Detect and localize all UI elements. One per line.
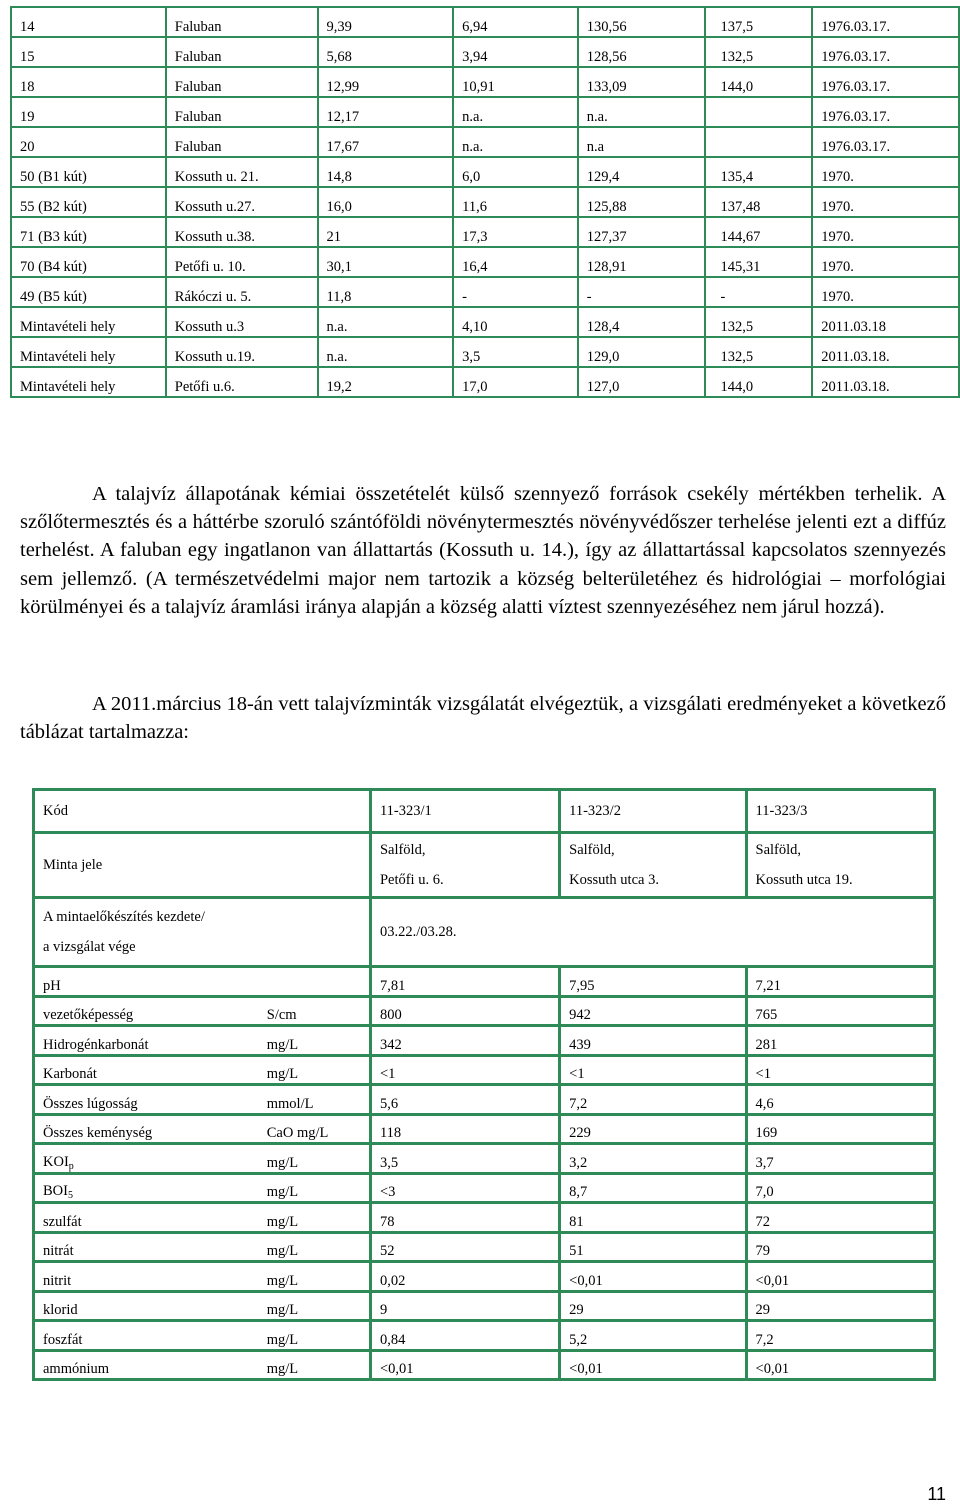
- table-cell: Mintavételi hely: [11, 307, 166, 337]
- table-cell: 12,99: [318, 67, 454, 97]
- table-row: [34, 996, 935, 1026]
- parameter-name: klorid: [34, 1291, 259, 1321]
- parameter-unit: mg/L: [259, 1203, 371, 1233]
- value-cell: <1: [560, 1055, 746, 1085]
- table-cell: 1976.03.17.: [812, 97, 959, 127]
- table-cell: n.a.: [453, 127, 578, 157]
- table-cell: 16,4: [453, 247, 578, 277]
- table-row: [34, 967, 935, 997]
- parameter-unit: mmol/L: [259, 1085, 371, 1115]
- table-cell: 14,8: [318, 157, 454, 187]
- parameter-name: Hidrogénkarbonát: [34, 1026, 259, 1056]
- table-row: [11, 157, 959, 187]
- value-cell: 765: [746, 996, 934, 1026]
- table-row: [11, 97, 959, 127]
- value-cell: 7,81: [370, 967, 559, 997]
- table-cell: 50 (B1 kút): [11, 157, 166, 187]
- parameter-name: vezetőképesség: [34, 996, 259, 1026]
- table-cell: n.a.: [318, 307, 454, 337]
- table-cell: 21: [318, 217, 454, 247]
- table-cell: Mintavételi hely: [11, 337, 166, 367]
- value-cell: <1: [370, 1055, 559, 1085]
- table-cell: 71 (B3 kút): [11, 217, 166, 247]
- table-cell: Kossuth u.19.: [166, 337, 318, 367]
- parameter-name: nitrát: [34, 1232, 259, 1262]
- table-cell: 128,91: [578, 247, 706, 277]
- parameter-name: ammónium: [34, 1350, 259, 1380]
- paragraph-2: A 2011.március 18-án vett talajvízminták vizsgálatát elvégeztük, a vizsgálati eredményeket a következő táblázat tartalmazza:: [20, 693, 946, 744]
- value-cell: 169: [746, 1114, 934, 1144]
- table-cell: 132,5: [705, 37, 812, 67]
- table-row: [11, 277, 959, 307]
- table-cell: 6,94: [453, 7, 578, 37]
- prep-label: A mintaelőkészítés kezdete/ a vizsgálat vége: [34, 898, 371, 967]
- table-row: [11, 67, 959, 97]
- table-cell: 3,5: [453, 337, 578, 367]
- table-cell: Kossuth u. 21.: [166, 157, 318, 187]
- value-cell: 81: [560, 1203, 746, 1233]
- table-row: [34, 1026, 935, 1056]
- page-number: 11: [927, 1484, 946, 1504]
- table-row: [11, 367, 959, 397]
- parameter-name: Összes keménység: [34, 1114, 259, 1144]
- table-row: [34, 1055, 935, 1085]
- value-cell: <0,01: [746, 1350, 934, 1380]
- table-cell: Petőfi u. 10.: [166, 247, 318, 277]
- value-cell: 3,5: [370, 1144, 559, 1174]
- table-cell: 129,0: [578, 337, 706, 367]
- parameter-unit: CaO mg/L: [259, 1114, 371, 1144]
- value-cell: 0,84: [370, 1321, 559, 1351]
- table-cell: 127,0: [578, 367, 706, 397]
- parameter-unit: mg/L: [259, 1291, 371, 1321]
- table-row-sample: [34, 833, 935, 898]
- table-cell: 6,0: [453, 157, 578, 187]
- table-cell: 130,56: [578, 7, 706, 37]
- value-cell: <0,01: [560, 1262, 746, 1292]
- table-cell: n.a.: [318, 337, 454, 367]
- table-cell: 1976.03.17.: [812, 37, 959, 67]
- parameter-unit: mg/L: [259, 1173, 371, 1203]
- table-row: [34, 1173, 935, 1203]
- table-cell: 2011.03.18.: [812, 367, 959, 397]
- table-cell: 135,4: [705, 157, 812, 187]
- table-row: [11, 187, 959, 217]
- code-cell: 11-323/3: [746, 790, 934, 833]
- parameter-name: foszfát: [34, 1321, 259, 1351]
- table-cell: 19: [11, 97, 166, 127]
- value-cell: 9: [370, 1291, 559, 1321]
- table-row: [11, 337, 959, 367]
- table-row: [11, 7, 959, 37]
- table-cell: 17,0: [453, 367, 578, 397]
- table-cell: 10,91: [453, 67, 578, 97]
- value-cell: 79: [746, 1232, 934, 1262]
- value-cell: 4,6: [746, 1085, 934, 1115]
- table-row: [11, 247, 959, 277]
- table-cell: Kossuth u.38.: [166, 217, 318, 247]
- table-cell: -: [705, 277, 812, 307]
- table-cell: 1970.: [812, 187, 959, 217]
- parameter-name: szulfát: [34, 1203, 259, 1233]
- table-cell: 70 (B4 kút): [11, 247, 166, 277]
- table-row: [34, 1203, 935, 1233]
- table-cell: 1970.: [812, 157, 959, 187]
- table-cell: Rákóczi u. 5.: [166, 277, 318, 307]
- table-row: [34, 1262, 935, 1292]
- table-cell: 125,88: [578, 187, 706, 217]
- table-cell: Faluban: [166, 127, 318, 157]
- wells-table: [10, 6, 960, 398]
- prep-value: 03.22./03.28.: [370, 898, 934, 967]
- table-cell: 1970.: [812, 217, 959, 247]
- value-cell: 29: [746, 1291, 934, 1321]
- table-row: [34, 1114, 935, 1144]
- table-row: [34, 1321, 935, 1351]
- value-cell: 0,02: [370, 1262, 559, 1292]
- table-cell: 11,8: [318, 277, 454, 307]
- table-cell: 49 (B5 kút): [11, 277, 166, 307]
- table-row-prep: [34, 898, 935, 967]
- table-cell: Faluban: [166, 67, 318, 97]
- table-row: [34, 1232, 935, 1262]
- value-cell: 281: [746, 1026, 934, 1056]
- value-cell: 7,95: [560, 967, 746, 997]
- table-cell: 5,68: [318, 37, 454, 67]
- table-cell: 4,10: [453, 307, 578, 337]
- value-cell: <1: [746, 1055, 934, 1085]
- table-cell: 127,37: [578, 217, 706, 247]
- table-row: [11, 307, 959, 337]
- value-cell: 118: [370, 1114, 559, 1144]
- table-cell: -: [453, 277, 578, 307]
- value-cell: 7,2: [560, 1085, 746, 1115]
- table-row: [34, 1144, 935, 1174]
- sample-cell: Salföld, Kossuth utca 3.: [560, 833, 746, 898]
- value-cell: <0,01: [746, 1262, 934, 1292]
- table-row: [11, 127, 959, 157]
- table-cell: 15: [11, 37, 166, 67]
- paragraph-1: A talajvíz állapotának kémiai összetételét külső szennyező források csekély mértékben terhelik. A szőlőtermesztés és a háttérbe szoruló szántóföldi növénytermesztés növényvédőszer terhelése jelenti ezt a diffúz terhelést. A faluban egy ingatlanon van állattartás (Kossuth u. 14.), így az állattartással kapcsolatos szennyezés sem jellemző. (A természetvédelmi major nem tartozik a község belterületéhez és hidrológiai – morfológiai körülményei és a talajvíz áramlási iránya alapján a község alatti víztest szennyezéséhez nem járul hozzá).: [20, 483, 946, 618]
- code-cell: 11-323/1: [370, 790, 559, 833]
- table-cell: 144,0: [705, 367, 812, 397]
- table-cell: 18: [11, 67, 166, 97]
- code-label: Kód: [34, 790, 371, 833]
- table-cell: 3,94: [453, 37, 578, 67]
- parameter-name: nitrit: [34, 1262, 259, 1292]
- table-cell: 1970.: [812, 277, 959, 307]
- value-cell: 229: [560, 1114, 746, 1144]
- value-cell: <3: [370, 1173, 559, 1203]
- table-cell: 144,67: [705, 217, 812, 247]
- value-cell: <0,01: [560, 1350, 746, 1380]
- value-cell: 51: [560, 1232, 746, 1262]
- table-cell: [705, 97, 812, 127]
- value-cell: 3,2: [560, 1144, 746, 1174]
- table-row: [11, 217, 959, 247]
- table-cell: 12,17: [318, 97, 454, 127]
- table-cell: 17,3: [453, 217, 578, 247]
- value-cell: <0,01: [370, 1350, 559, 1380]
- table-cell: 128,4: [578, 307, 706, 337]
- table-cell: 30,1: [318, 247, 454, 277]
- parameter-unit: mg/L: [259, 1144, 371, 1174]
- table-cell: n.a.: [578, 97, 706, 127]
- table-cell: Kossuth u.27.: [166, 187, 318, 217]
- parameter-unit: mg/L: [259, 1055, 371, 1085]
- value-cell: 342: [370, 1026, 559, 1056]
- table-cell: 145,31: [705, 247, 812, 277]
- parameter-unit: S/cm: [259, 996, 371, 1026]
- table-cell: [705, 127, 812, 157]
- parameter-name: Karbonát: [34, 1055, 259, 1085]
- table-cell: Mintavételi hely: [11, 367, 166, 397]
- value-cell: 7,2: [746, 1321, 934, 1351]
- parameter-name: $KOI_p$: [34, 1144, 259, 1174]
- table-cell: 17,67: [318, 127, 454, 157]
- table-cell: 1976.03.17.: [812, 7, 959, 37]
- table-cell: 133,09: [578, 67, 706, 97]
- table-row-code: [34, 790, 935, 833]
- table-cell: 144,0: [705, 67, 812, 97]
- table-row: [34, 1085, 935, 1115]
- value-cell: 5,6: [370, 1085, 559, 1115]
- parameter-unit: mg/L: [259, 1026, 371, 1056]
- parameter-unit: mg/L: [259, 1262, 371, 1292]
- table-cell: 137,48: [705, 187, 812, 217]
- parameter-name: $BOI_5$: [34, 1173, 259, 1203]
- table-row: [34, 1350, 935, 1380]
- table-cell: -: [578, 277, 706, 307]
- table-cell: 132,5: [705, 337, 812, 367]
- table-cell: 55 (B2 kút): [11, 187, 166, 217]
- code-cell: 11-323/2: [560, 790, 746, 833]
- table-cell: 20: [11, 127, 166, 157]
- table-cell: 2011.03.18.: [812, 337, 959, 367]
- sample-cell: Salföld, Kossuth utca 19.: [746, 833, 934, 898]
- table-cell: Petőfi u.6.: [166, 367, 318, 397]
- value-cell: 7,0: [746, 1173, 934, 1203]
- parameter-name: Összes lúgosság: [34, 1085, 259, 1115]
- table-cell: 1976.03.17.: [812, 67, 959, 97]
- table-cell: n.a: [578, 127, 706, 157]
- analysis-table: [32, 788, 936, 1381]
- table-row: [11, 37, 959, 67]
- table-cell: 9,39: [318, 7, 454, 37]
- parameter-name: pH: [34, 967, 259, 997]
- table-cell: Faluban: [166, 7, 318, 37]
- table-cell: 137,5: [705, 7, 812, 37]
- table-cell: 11,6: [453, 187, 578, 217]
- table-cell: Faluban: [166, 97, 318, 127]
- sample-cell: Salföld, Petőfi u. 6.: [370, 833, 559, 898]
- value-cell: 72: [746, 1203, 934, 1233]
- parameter-unit: mg/L: [259, 1321, 371, 1351]
- value-cell: 52: [370, 1232, 559, 1262]
- value-cell: 5,2: [560, 1321, 746, 1351]
- table-cell: 132,5: [705, 307, 812, 337]
- table-cell: n.a.: [453, 97, 578, 127]
- value-cell: 800: [370, 996, 559, 1026]
- table-cell: 19,2: [318, 367, 454, 397]
- sample-label: Minta jele: [34, 833, 371, 898]
- table-cell: Faluban: [166, 37, 318, 67]
- value-cell: 439: [560, 1026, 746, 1056]
- parameter-unit: mg/L: [259, 1350, 371, 1380]
- value-cell: 78: [370, 1203, 559, 1233]
- table-cell: 1976.03.17.: [812, 127, 959, 157]
- value-cell: 29: [560, 1291, 746, 1321]
- table-cell: 14: [11, 7, 166, 37]
- table-cell: 1970.: [812, 247, 959, 277]
- value-cell: 3,7: [746, 1144, 934, 1174]
- table-cell: 129,4: [578, 157, 706, 187]
- table-cell: 128,56: [578, 37, 706, 67]
- value-cell: 8,7: [560, 1173, 746, 1203]
- value-cell: 942: [560, 996, 746, 1026]
- value-cell: 7,21: [746, 967, 934, 997]
- parameter-unit: [259, 967, 371, 997]
- parameter-unit: mg/L: [259, 1232, 371, 1262]
- table-cell: 16,0: [318, 187, 454, 217]
- table-row: [34, 1291, 935, 1321]
- table-cell: 2011.03.18: [812, 307, 959, 337]
- table-cell: Kossuth u.3: [166, 307, 318, 337]
